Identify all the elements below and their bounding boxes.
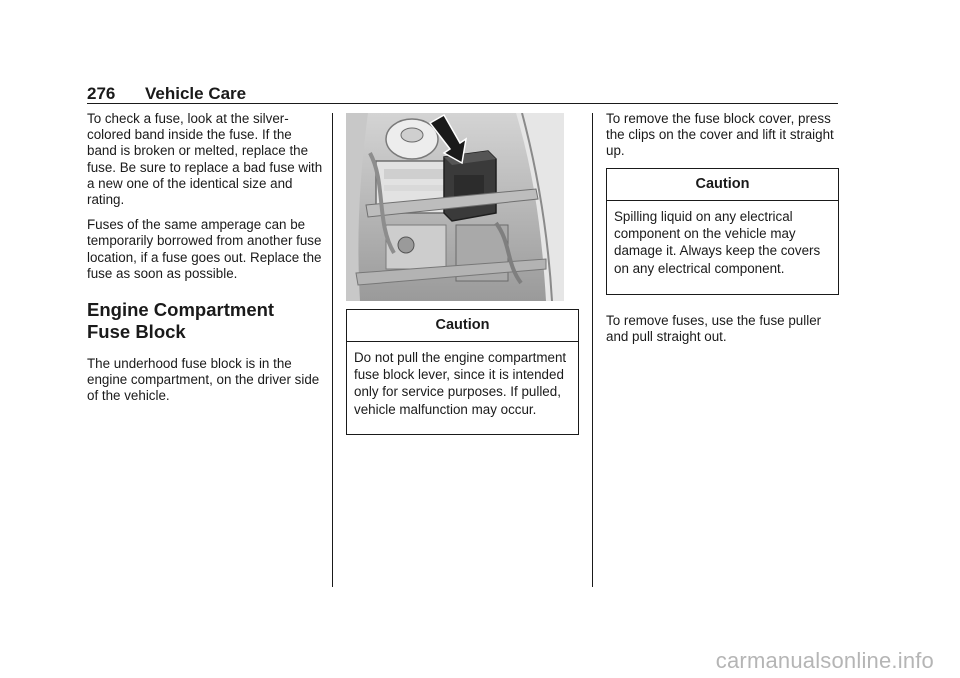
caution-text: Spilling liquid on any electrical component on the vehicle may damage it. Always keep the covers on any electrical component.: [614, 209, 821, 276]
header-rule: [87, 103, 838, 104]
section-title: Vehicle Care: [145, 84, 247, 103]
remove-fuses-paragraph: To remove fuses, use the fuse puller and pull straight out.: [606, 313, 822, 345]
column-divider-right: [592, 113, 593, 587]
fuse-borrow-paragraph: Fuses of the same amperage can be temporarily borrowed from another fuse location, if a fuse goes out. Replace the fuse as soon as possible.: [87, 217, 322, 281]
caution-title: Caution: [347, 310, 578, 342]
engine-compartment-illustration: [346, 113, 564, 301]
caution-box-spilling-liquid: [606, 168, 839, 295]
caution-box-fuse-lever: [346, 309, 579, 435]
heading-line-2: Fuse Block: [87, 321, 186, 343]
caution-text: Do not pull the engine compartment fuse block lever, since it is intended only for service purposes. If pulled, vehicle malfunction may occur.: [354, 350, 567, 417]
engine-fuse-block-heading: [87, 299, 323, 343]
engine-compartment-photo: [346, 113, 564, 301]
heading-line-1: Engine Compartment: [87, 299, 275, 321]
caution-title: Caution: [607, 169, 838, 201]
fuse-block-location-paragraph: The underhood fuse block is in the engine compartment, on the driver side of the vehicle.: [87, 356, 320, 404]
page-number: 276: [87, 84, 116, 103]
fuse-check-paragraph: To check a fuse, look at the silver-colored band inside the fuse. If the band is broken or melted, replace the fuse. Be sure to replace a bad fuse with a new one of the identical size and rating.: [87, 111, 323, 208]
page-header: [87, 84, 838, 104]
watermark: carmanualsonline.info: [715, 648, 934, 673]
remove-cover-paragraph: To remove the fuse block cover, press the clips on the cover and lift it straight up.: [606, 111, 834, 159]
column-divider-left: [332, 113, 333, 587]
column-left: [87, 111, 323, 414]
